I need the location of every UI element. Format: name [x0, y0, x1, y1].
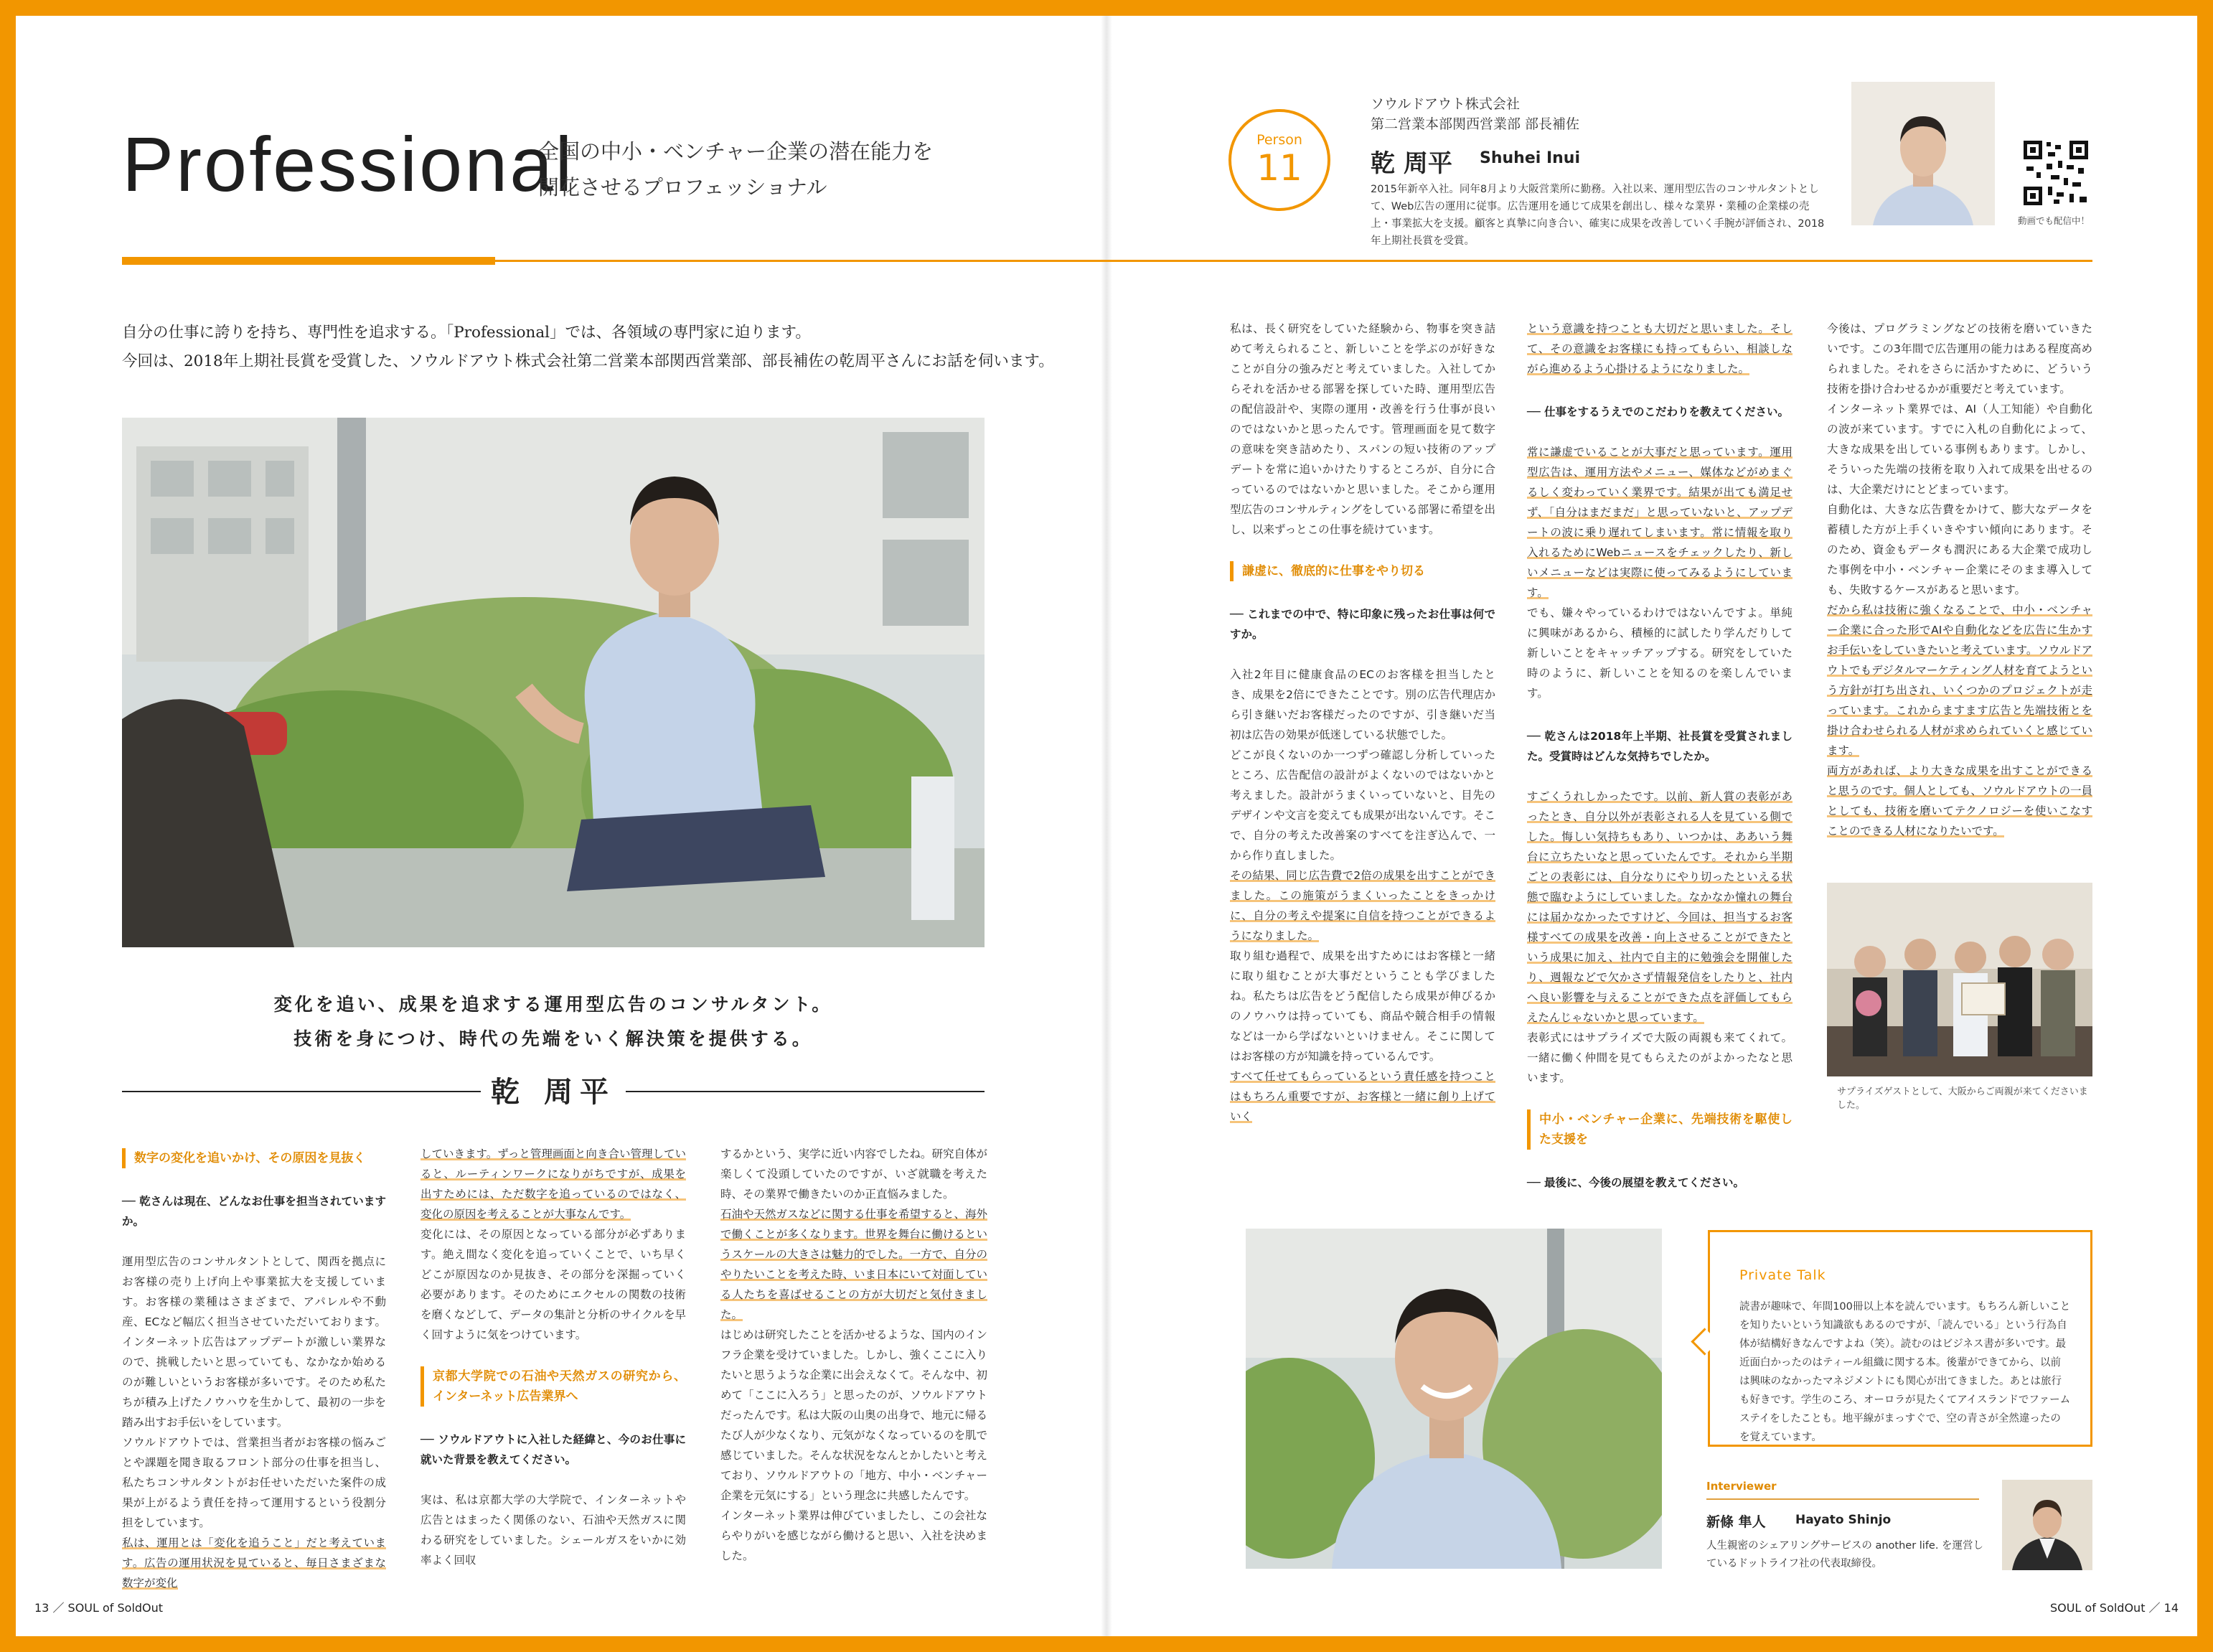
- spread-gutter: [1101, 16, 1112, 1636]
- person-number-badge: [1228, 109, 1330, 211]
- private-talk-text: 読書が趣味で、年間100冊以上本を読んでいます。もちろん新しいことを知りたいという知識欲もあるのですが、「読んでいる」という行為自体が結構好きなんですよね（笑）。読むのはビジネス書が多いです。最近面白かったのはティール組織に関する本。後輩ができてから、以前は興味のなかったマネジメントにも関心が出てきました。あとは旅行も好きです。学生のころ、オーロラが見たくてアイスランドでファームステイをしたことも。地平線がまっすぐで、空の青さが全然違ったのを覚えています。: [1739, 1301, 2071, 1443]
- col3-paragraph-1: するかという、実学に近い内容でしたね。研究自体が楽しくて没頭していたのですが、いざ就職を考えた時、その業界で働きたいのか正直悩みました。: [720, 1148, 988, 1201]
- interviewer-description: 人生親密のシェアリングサービスの another life. を運営しているドットライフ社の代表取締役。: [1706, 1540, 1984, 1569]
- col1-paragraph-2: ソウルドアウトでは、営業担当者がお客様の悩みごとや課題を聞き取るフロント部分の仕事を担当し、私たちコンサルタントがお任せいただいた案件の成果が上がるよう責任を持って運用するという役割分担をしています。: [122, 1436, 386, 1529]
- column-2: [420, 1144, 686, 1570]
- col3-paragraph-4: インターネット業界は伸びていましたし、この会社ならやりがいを感じながら働けると思い、入社を決めました。: [720, 1509, 988, 1562]
- main-interview-photo: [122, 418, 985, 947]
- page-folio-left: 13 ／ SOUL of SoldOut: [34, 1601, 164, 1615]
- interviewer-name-en: Hayato Shinjo: [1795, 1513, 1892, 1527]
- qr-caption: 動画でも配信中！: [2018, 215, 2090, 226]
- award-photo: [1827, 883, 2092, 1076]
- col4-paragraph-4: その結果、同じ広告費で2倍の成果を出すことができました。この施策がうまくいったことをきっかけに、自分の考えや提案に自信を持つことができるようになりました。: [1230, 869, 1495, 942]
- col5-paragraph-5: 表彰式にはサプライズで大阪の両親も来てくれて。一緒に働く仲間を見てもらえたのがよかったなと思います。: [1527, 1031, 1793, 1084]
- question-4: ── 仕事をするうえでのこだわりを教えてください。: [1527, 405, 1790, 418]
- catch-line-1: 変化を追い、成果を追求する運用型広告のコンサルタント。: [273, 994, 833, 1015]
- subtitle-line-2: 開花させるプロフェッショナル: [538, 175, 827, 200]
- column-6: [1827, 319, 2092, 841]
- col5-paragraph-3: でも、嫌々やっているわけではないんですよ。単純に興味があるから、積極的に試したり学んだりして新しいことをキャッチアップする。研究をしていた時のように、新しいことを知るのを楽しんでいます。: [1527, 606, 1793, 700]
- page-title: Professional: [122, 121, 575, 207]
- interviewer-photo: [2002, 1480, 2092, 1570]
- interview-photo-illustration: [122, 418, 985, 947]
- section-heading-1: 数字の変化を追いかけ、その原因を見抜く: [122, 1148, 386, 1168]
- section-heading-3: 謙虚に、徹底的に仕事をやり切る: [1230, 561, 1495, 581]
- smiling-portrait-photo: [1246, 1229, 1662, 1569]
- section-heading-2: 京都大学院での石油や天然ガスの研究から、インターネット広告業界へ: [420, 1366, 686, 1407]
- col1-paragraph-3: 私は、運用とは「変化を追うこと」だと考えています。広告の運用状況を見ていると、毎日さまざまな数字が変化: [122, 1536, 386, 1590]
- intro-text: [122, 319, 1055, 376]
- question-3: ── これまでの中で、特に印象に残ったお仕事は何ですか。: [1230, 608, 1495, 641]
- question-6: ── 最後に、今後の展望を教えてください。: [1527, 1176, 1745, 1189]
- person-bio: 2015年新卒入社。同年8月より大阪営業所に勤務。入社以来、運用型広告のコンサルタントとして、Web広告の運用に従事。広告運用を通じて成果を創出し、様々な業界・業種の企業様の売上・事業拡大を支援。顧客と真摯に向き合い、確実に成果を改善していく手腕が評価され、2018年上期社長賞を受賞。: [1371, 184, 1825, 247]
- intro-line-2: 今回は、2018年上期社長賞を受賞した、ソウルドアウト株式会社第二営業本部関西営業部、部長補佐の乾周平さんにお話を伺います。: [122, 352, 1054, 370]
- col5-paragraph-2: 常に謙虚でいることが大事だと思っています。運用型広告は、運用方法やメニュー、媒体などがめまぐるしく変わっていく業界です。結果が出ても満足せず、「自分はまだまだ」と思っていないと、アップデートの波に乗り遅れてしまいます。常に情報を取り入れるためにWebニュースをチェックしたり、新しいメニューなどは実際に使ってみるようにしています。: [1527, 446, 1793, 599]
- headshot-photo: [1851, 82, 1995, 225]
- col3-paragraph-3: はじめは研究したことを活かせるような、国内のインフラ企業を受けていました。しかし、強くここに入りたいと思うような企業に出会えなくて。そんな中、初めて「ここに入ろう」と思ったのが、ソウルドアウトだったんです。私は大阪の山奥の出身で、地元に帰るたび人が少なくなり、元気がなくなっているのを肌で感じていました。そんな状況をなんとかしたいと考えており、ソウルドアウトの「地方、中小・ベンチャー企業を元気にする」という理念に共感したんです。: [720, 1328, 988, 1502]
- question-2: ── ソウルドアウトに入社した経緯と、今のお仕事に就いた背景を教えてください。: [420, 1433, 686, 1466]
- catch-name: 乾 周平: [491, 1076, 616, 1109]
- col4-paragraph-3: どこが良くないのか一つずつ確認し分析していったところ、広告配信の設計がよくないのではないかと考えました。設計がうまくいっていないと、目先のデザインや文言を変えても成果が出ないんです。そこで、自分の考えた改善案のすべてを注ぎ込んで、一から作り直しました。: [1230, 748, 1495, 862]
- headshot-illustration: [1851, 82, 1995, 225]
- col6-paragraph-1: 今後は、プログラミングなどの技術を磨いていきたいです。この3年間で広告運用の能力はある程度高められました。それをさらに活かすために、どういう技術を掛け合わせるかが重要だと考えています。: [1827, 322, 2092, 395]
- col6-paragraph-2: インターネット業界では、AI（人工知能）や自動化の波が来ています。すでに入札の自動化によって、大きな成果を出している事例もあります。しかし、そういった先端の技術を取り入れて成果を出せるのは、大企業だけにとどまっています。: [1827, 403, 2092, 496]
- col4-paragraph-2: 入社2年目に健康食品のECのお客様を担当したとき、成果を2倍にできたことです。別の広告代理店から引き継いだお客様だったのですが、引き継いだ当初は広告の効果が低迷している状態でした。: [1230, 668, 1495, 741]
- catch-copy: [122, 987, 985, 1056]
- col2-paragraph-2: 変化には、その原因となっている部分が必ずあります。絶え間なく変化を追っていくことで、いち早くどこが原因なのか見抜き、その部分を深掘っていく必要があります。そのためにエクセルの関数の技術を磨くなどして、データの集計と分析のサイクルを早く回すように気をつけています。: [420, 1228, 686, 1341]
- person-name-en: Shuhei Inui: [1480, 149, 1581, 167]
- col6-paragraph-4: だから私は技術に強くなることで、中小・ベンチャー企業に合った形でAIや自動化などを広告に生かすお手伝いをしていきたいと考えています。ソウルドアウトでもデジタルマーケティング人材を育てようという方針が打ち出され、いくつかのプロジェクトが走っています。これからますます広告と先端技術とを掛け合わせられる人材が求められていくと感じています。: [1827, 604, 2092, 757]
- col1-paragraph-1: 運用型広告のコンサルタントとして、関西を拠点にお客様の売り上げ向上や事業拡大を支援しています。お客様の業種はさまざまで、アパレルや不動産、ECなど幅広く担当させていただいております。インターネット広告はアップデートが激しい業界なので、挑戦したいと思っていても、なかなか始めるのが難しいというお客様が多いです。そのため私たちが積み上げたノウハウを生かして、最初の一歩を踏み出すお手伝いをしています。: [122, 1255, 386, 1429]
- intro-line-1: 自分の仕事に誇りを持ち、専門性を追求する。「Professional」では、各領域の専門家に迫ります。: [122, 324, 811, 342]
- page-subtitle: [538, 133, 1005, 205]
- header-rule-accent: [122, 257, 495, 265]
- interviewer-label: Interviewer: [1706, 1480, 1777, 1493]
- private-talk-title: Private Talk: [1739, 1267, 1826, 1283]
- column-5: [1527, 319, 1793, 1213]
- catch-line-2: 技術を身につけ、時代の先端をいく解決策を提供する。: [293, 1028, 813, 1049]
- award-photo-illustration: [1827, 883, 2092, 1076]
- qr-code-icon: [2022, 139, 2090, 207]
- col6-paragraph-3: 自動化は、大きな広告費をかけて、膨大なデータを蓄積した方が上手くいきやすい傾向にあります。そのため、資金もデータも潤沢にある大企業で成功した事例を中小・ベンチャー企業にそのまま導入しても、失敗するケースがあると思います。: [1827, 503, 2092, 596]
- catch-rule-right: [626, 1091, 985, 1092]
- col3-paragraph-2: 石油や天然ガスなどに関する仕事を希望すると、海外で働くことが多くなります。世界を舞台に働けるというスケールの大きさは魅力的でした。一方で、自分のやりたいことを考えた時、いま日本にいて対面している人たちを喜ばせることの方が大切だと気付きました。: [720, 1208, 988, 1321]
- company-name: ソウルドアウト株式会社: [1371, 96, 1520, 112]
- interviewer-rule: [1706, 1498, 1979, 1500]
- catch-rule-left: [122, 1091, 481, 1092]
- award-photo-caption: サプライズゲストとして、大阪からご両親が来てくださいました。: [1837, 1087, 2088, 1111]
- person-name: 乾 周平: [1371, 149, 1452, 178]
- col4-paragraph-5: 取り組む過程で、成果を出すためにはお客様と一緒に取り組むことが大事だということも学びましたね。私たちは広告をどう配信したら成果が伸びるかのノウハウは持っていても、商品や競合相手の情報などは一から学ばないといけません。そこに関してはお客様の方が知識を持っているんです。: [1230, 949, 1495, 1063]
- col2-paragraph-1: していきます。ずっと管理画面と向き合い管理していると、ルーティンワークになりがちですが、成果を出すためには、ただ数字を追っているのではなく、変化の原因を考えることが大事なんです。: [420, 1148, 686, 1221]
- department: 第二営業本部関西営業部 部長補佐: [1371, 116, 1580, 132]
- col5-paragraph-4: すごくうれしかったです。以前、新人賞の表彰があったとき、自分以外が表彰される人を見ている側でした。悔しい気持ちもあり、いつかは、ああいう舞台に立ちたいなと思っていたんです。それから半期ごとの表彰には、自分なりにやり切ったといえる状態で臨むようにしていました。なかなか憧れの舞台には届かなかったですけど、今回は、担当するお客様すべての成果を改善・向上させることができたという成果に加え、社内で自主的に勉強会を開催したり、週報などで欠かさず情報発信をしたりと、社内へ良い影響を与えることができた点を評価してもらえたんじゃないかと思っています。: [1527, 790, 1793, 1024]
- section-heading-4: 中小・ベンチャー企業に、先端技術を駆使した支援を: [1527, 1109, 1793, 1150]
- smiling-portrait-illustration: [1246, 1229, 1662, 1569]
- col6-paragraph-5: 両方があれば、より大きな成果を出すことができると思うのです。個人としても、ソウルドアウトの一員としても、技術を磨いてテクノロジーを使いこなすことのできる人材になりたいです。: [1827, 764, 2092, 837]
- column-4: [1230, 319, 1495, 1127]
- interviewer-name: 新條 隼人: [1706, 1514, 1766, 1530]
- col2-paragraph-3: 実は、私は京都大学の大学院で、インターネットや広告とはまったく関係のない、石油や天然ガスに関わる研究をしていました。シェールガスをいかに効率よく回収: [420, 1493, 686, 1567]
- page-folio-right: SOUL of SoldOut ／ 14: [2049, 1601, 2179, 1615]
- interviewer-illustration: [2002, 1480, 2092, 1570]
- col5-paragraph-1: という意識を持つことも大切だと思いました。そして、その意識をお客様にも持ってもらい、相談しながら進めるよう心掛けるようになりました。: [1527, 322, 1793, 375]
- col4-paragraph-6: すべて任せてもらっているという責任感を持つことはもちろん重要ですが、お客様と一緒に創り上げていく: [1230, 1070, 1495, 1123]
- column-1: [122, 1148, 386, 1593]
- col4-paragraph-1: 私は、長く研究をしていた経験から、物事を突き詰めて考えられること、新しいことを学ぶのが好きなことが自分の強みだと考えていました。入社してからそれを活かせる部署を探していた時、運用型広告の配信設計や、実際の運用・改善を行う仕事が良いのではないかと思ったんです。管理画面を見て数字の意味を突き詰めたり、スパンの短い技術のアップデートを常に追いかけたりするところが、自分に合っているのではないかと思いました。そこから運用型広告のコンサルティングをしている部署に希望を出し、以来ずっとこの仕事を続けています。: [1230, 322, 1495, 536]
- question-1: ── 乾さんは現在、どんなお仕事を担当されていますか。: [122, 1195, 386, 1228]
- qr-code[interactable]: [2022, 139, 2090, 207]
- subtitle-line-1: 全国の中小・ベンチャー企業の潜在能力を: [538, 139, 934, 164]
- column-3: [720, 1144, 987, 1566]
- question-5: ── 乾さんは2018年上半期、社長賞を受賞されました。受賞時はどんな気持ちでしたか。: [1527, 730, 1793, 763]
- person-label: Person: [1256, 132, 1302, 148]
- person-number: 11: [1256, 147, 1302, 189]
